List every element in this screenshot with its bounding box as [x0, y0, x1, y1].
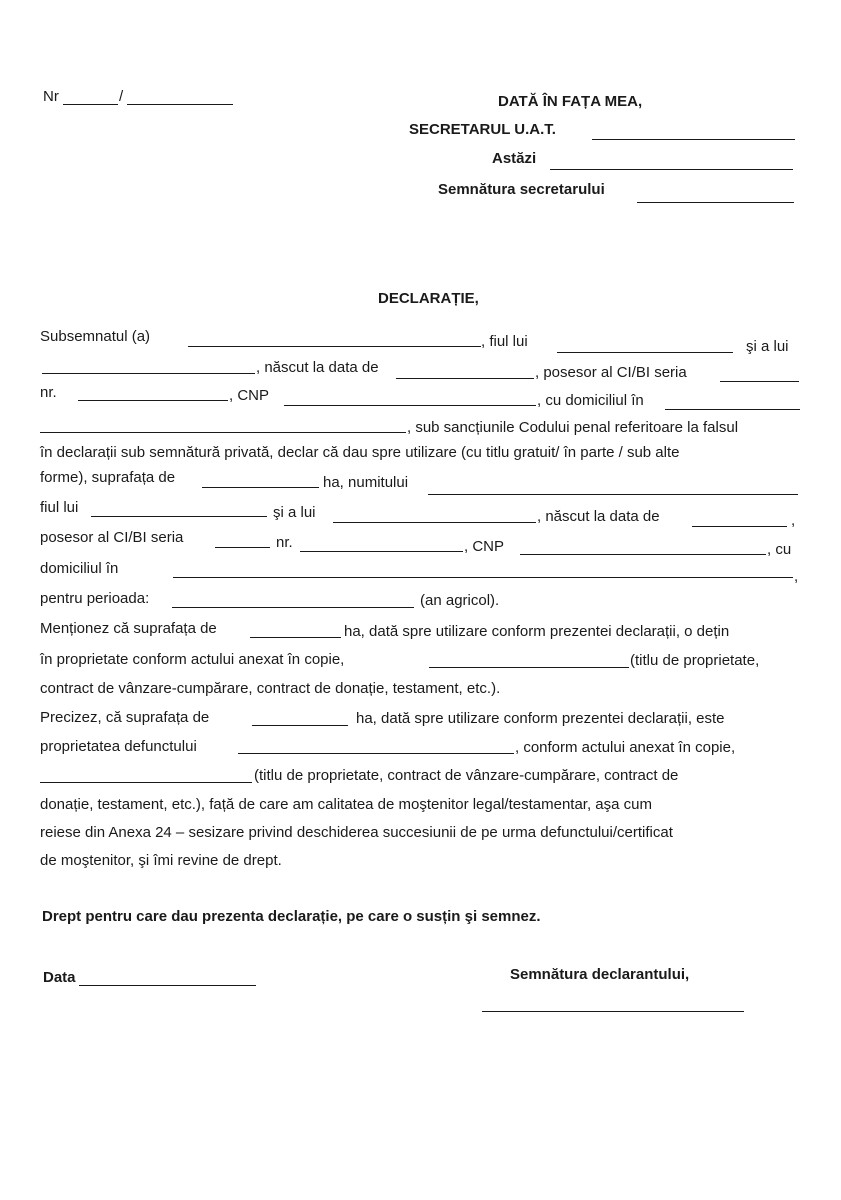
nr-date-field[interactable] [127, 104, 233, 105]
beneficiary-mother-field[interactable] [333, 522, 536, 523]
father-name-field[interactable] [557, 352, 733, 353]
nr-label: Nr [43, 88, 59, 105]
birth-date-field[interactable] [396, 378, 534, 379]
beneficiary-id-series-field[interactable] [215, 547, 270, 548]
secretary-name-field[interactable] [592, 139, 795, 140]
comma-mark: , [791, 512, 796, 529]
agricultural-year-label: (an agricol). [420, 592, 500, 609]
ownership-act-field[interactable] [429, 667, 629, 668]
cnp-field[interactable] [284, 405, 536, 406]
secretary-label: SECRETARUL U.A.T. [409, 121, 556, 138]
heir-text-line-1: donație, testament, etc.), față de care am calitatea de moştenitor legal/testamentar, aşa cum [40, 796, 652, 813]
deceased-surface-field[interactable] [252, 725, 348, 726]
with-label: , cu [767, 541, 792, 558]
cnp-label: , CNP [229, 387, 270, 404]
domicile-field-start[interactable] [665, 409, 800, 410]
date-field[interactable] [79, 985, 256, 986]
beneficiary-and-of-label: şi a lui [273, 504, 316, 521]
ha-named-label: ha, numitului [323, 474, 409, 491]
beneficiary-birth-date-field[interactable] [692, 526, 787, 527]
born-on-label: , născut la data de [256, 359, 379, 376]
deceased-act-field[interactable] [40, 782, 252, 783]
beneficiary-id-number-field[interactable] [300, 551, 463, 552]
domicile-label: , cu domiciliul în [537, 392, 644, 409]
comma-mark-2: , [794, 568, 799, 585]
ownership-act-label: în proprietate conform actului anexat în copie, [40, 651, 345, 668]
beneficiary-id-series-label: posesor al CI/BI seria [40, 529, 184, 546]
heir-text-line-3: de moştenitor, şi îmi revine de drept. [40, 852, 282, 869]
beneficiary-id-number-label: nr. [276, 534, 293, 551]
surface-label: forme), suprafața de [40, 469, 176, 486]
id-number-field[interactable] [78, 400, 228, 401]
contract-types-text: contract de vânzare-cumpărare, contract de donație, testament, etc.). [40, 680, 501, 697]
beneficiary-name-field[interactable] [428, 494, 798, 495]
beneficiary-domicile-field[interactable] [173, 577, 793, 578]
declaration-text-line: în declarații sub semnătură privată, declar că dau spre utilizare (cu titlu gratuit/ în parte / sub alte [40, 444, 680, 461]
secretary-signature-field[interactable] [637, 202, 794, 203]
secretary-signature-label: Semnătura secretarului [438, 181, 605, 198]
beneficiary-domicile-label: domiciliul în [40, 560, 119, 577]
id-series-field[interactable] [720, 381, 799, 382]
title-types-text: (titlu de proprietate, [630, 652, 760, 669]
deceased-property-text: ha, dată spre utilizare conform prezentei declarații, este [356, 710, 725, 727]
beneficiary-born-on-label: , născut la data de [537, 508, 660, 525]
today-label: Astăzi [492, 150, 537, 167]
and-of-label: şi a lui [746, 338, 789, 355]
beneficiary-cnp-label: , CNP [464, 538, 505, 555]
annex-act-text: , conform actului anexat în copie, [515, 739, 736, 756]
page-title: DECLARAȚIE, [378, 290, 479, 307]
date-label: Data [43, 969, 76, 986]
specify-surface-label: Precizez, că suprafața de [40, 709, 210, 726]
heir-text-line-2: reiese din Anexa 24 – sesizare privind deschiderea succesiunii de pe urma defunctului/certificat [40, 824, 673, 841]
nr-number-field[interactable] [63, 104, 118, 105]
declarant-name-field[interactable] [188, 346, 481, 347]
deceased-name-field[interactable] [238, 753, 514, 754]
id-series-label: , posesor al CI/BI seria [535, 364, 687, 381]
deceased-title-types-text: (titlu de proprietate, contract de vânzare-cumpărare, contract de [254, 767, 679, 784]
mention-surface-label: Menționez că suprafața de [40, 620, 217, 637]
nr-separator: / [119, 88, 124, 105]
deceased-label: proprietatea defunctului [40, 738, 197, 755]
certified-line: DATĂ ÎN FAȚA MEA, [498, 93, 643, 110]
today-date-field[interactable] [550, 169, 793, 170]
son-of-label: , fiul lui [481, 333, 528, 350]
declarant-signature-field[interactable] [482, 1011, 744, 1012]
owned-surface-field[interactable] [250, 637, 341, 638]
surface-field[interactable] [202, 487, 319, 488]
period-label: pentru perioada: [40, 590, 150, 607]
id-number-label: nr. [40, 384, 57, 401]
beneficiary-father-field[interactable] [91, 516, 267, 517]
closing-statement: Drept pentru care dau prezenta declarație, pe care o susțin şi semnez. [42, 908, 541, 925]
declarant-signature-label: Semnătura declarantului, [510, 966, 690, 983]
period-field[interactable] [172, 607, 414, 608]
subsemnatul-label: Subsemnatul (a) [40, 328, 151, 345]
beneficiary-son-of-label: fiul lui [40, 499, 79, 516]
ownership-text: ha, dată spre utilizare conform prezentei declarații, o dețin [344, 623, 730, 640]
domicile-field-continued[interactable] [40, 432, 406, 433]
beneficiary-cnp-field[interactable] [520, 554, 766, 555]
penal-sanctions-text: , sub sancțiunile Codului penal referitoare la falsul [407, 419, 739, 436]
mother-name-field[interactable] [42, 373, 255, 374]
